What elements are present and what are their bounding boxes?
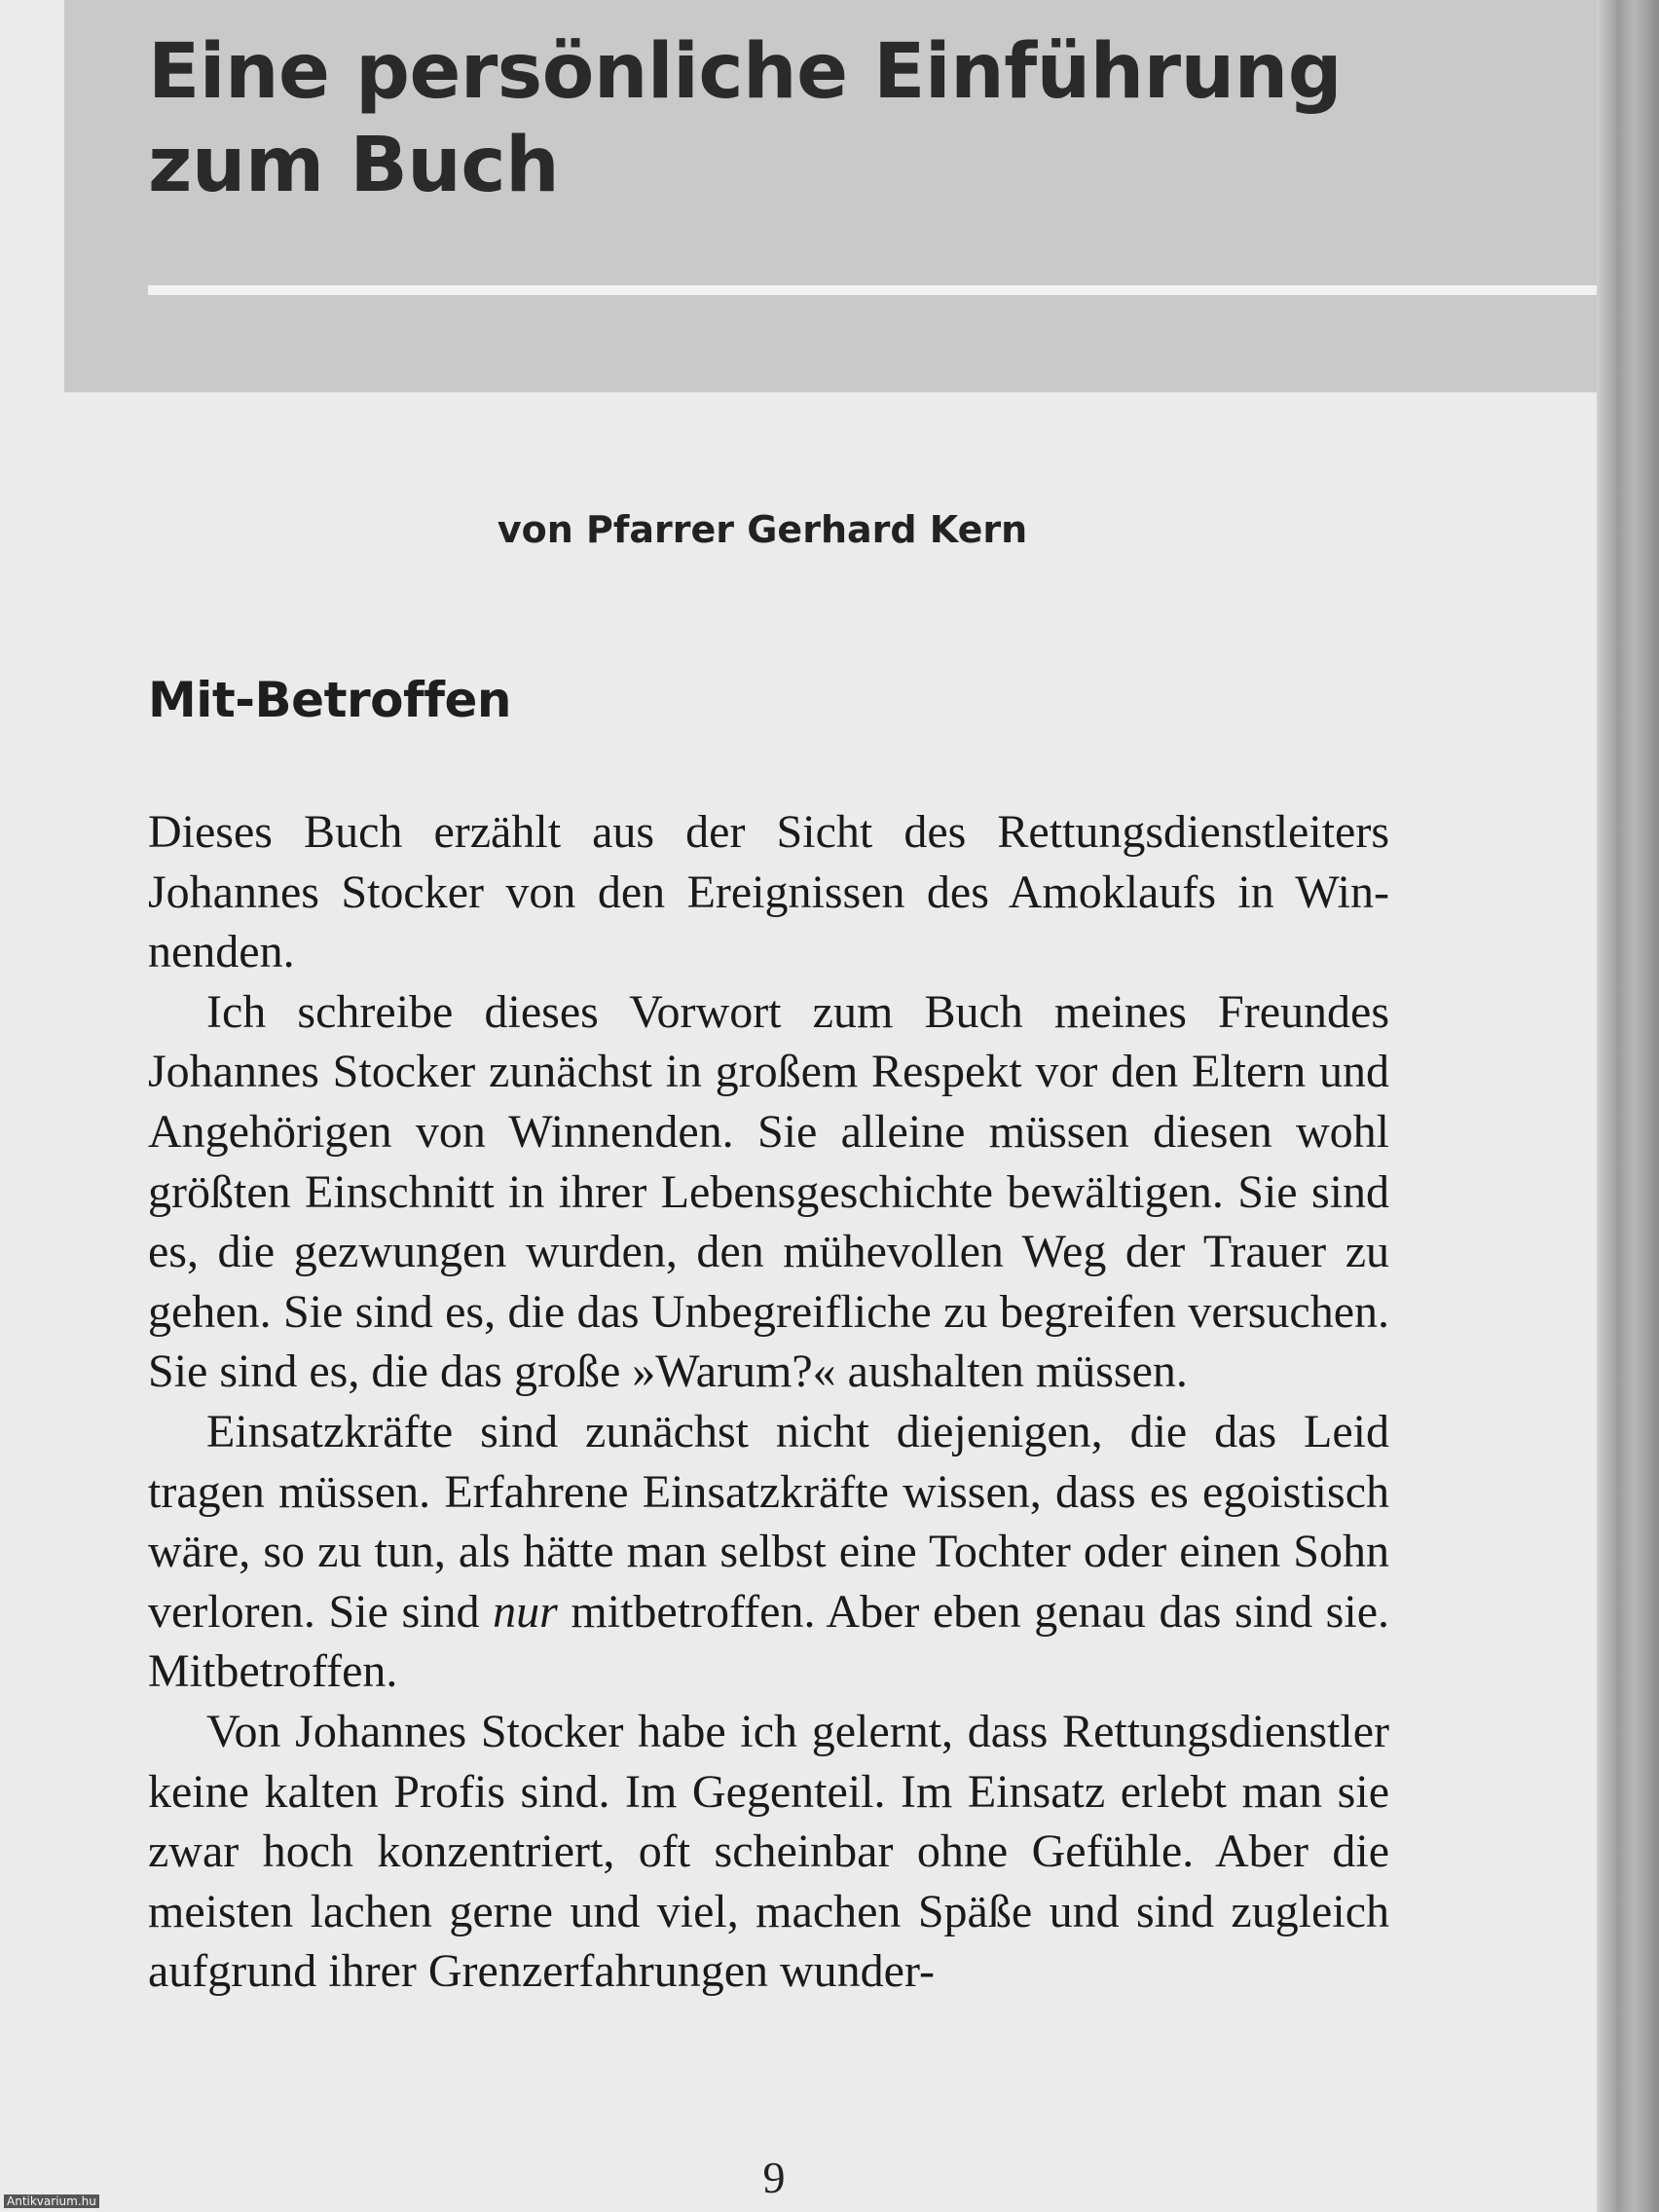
paragraph-3-text-b: mitbetroffen. Aber eben genau das sind sie. Mitbetroffen. [148, 1585, 1390, 1698]
paragraph-1: Dieses Buch erzählt aus der Sicht des Rettungsdienstleiters Johannes Stocker von den Ereignissen des Amoklaufs in Winnenden. [148, 806, 1389, 978]
emphasis-nur: nur [493, 1585, 558, 1638]
page-number: 9 [762, 2153, 786, 2202]
chapter-title-line-1: Eine persönliche Einführung [148, 28, 1343, 116]
paragraph-3-text-a: Einsatzkräfte sind zunächst nicht diejenigen, die das Leid tragen müssen. Erfahrene Einsatzkräfte wissen, dass es egoistisch wäre, so zu tun, als hätte man selbst eine Tochter oder einen Sohn verloren. Sie sind [148, 1405, 1389, 1638]
body-text [148, 802, 1389, 2002]
watermark: Antikvarium.hu [4, 2194, 99, 2208]
title-divider [148, 285, 1597, 295]
paragraph-4: Von Johannes Stocker habe ich gelernt, dass Rettungsdienstler keine kalten Profis sind. Im Gegenteil. Im Einsatz erlebt man sie zwar hoch konzentriert, oft scheinbar ohne Gefühle. Aber die meisten lachen gerne und viel, machen Späße und sind zugleich aufgrund ihrer Grenzerfahrungen wunder- [148, 1705, 1389, 1998]
paragraph-3 [148, 1402, 1389, 1702]
chapter-title-line-2: zum Buch [148, 122, 560, 209]
page-edge [1597, 0, 1659, 2212]
section-heading: Mit-Betroffen [148, 672, 511, 728]
chapter-title [148, 25, 1342, 212]
paragraph-2: Ich schreibe dieses Vorwort zum Buch meines Freundes Johannes Stocker zunächst in großem Respekt vor den Eltern und Angehörigen von Winnenden. Sie alleine müssen diesen wohl größten Einschnitt in ihrer Lebensgeschichte bewältigen. Sie sind es, die gezwungen wurden, den mühevollen Weg der Trauer zu gehen. Sie sind es, die das Unbegreifliche zu begreifen versuchen. Sie sind es, die das große »Warum?« aushalten müssen. [148, 985, 1389, 1398]
author-line: von Pfarrer Gerhard Kern [497, 508, 1028, 551]
